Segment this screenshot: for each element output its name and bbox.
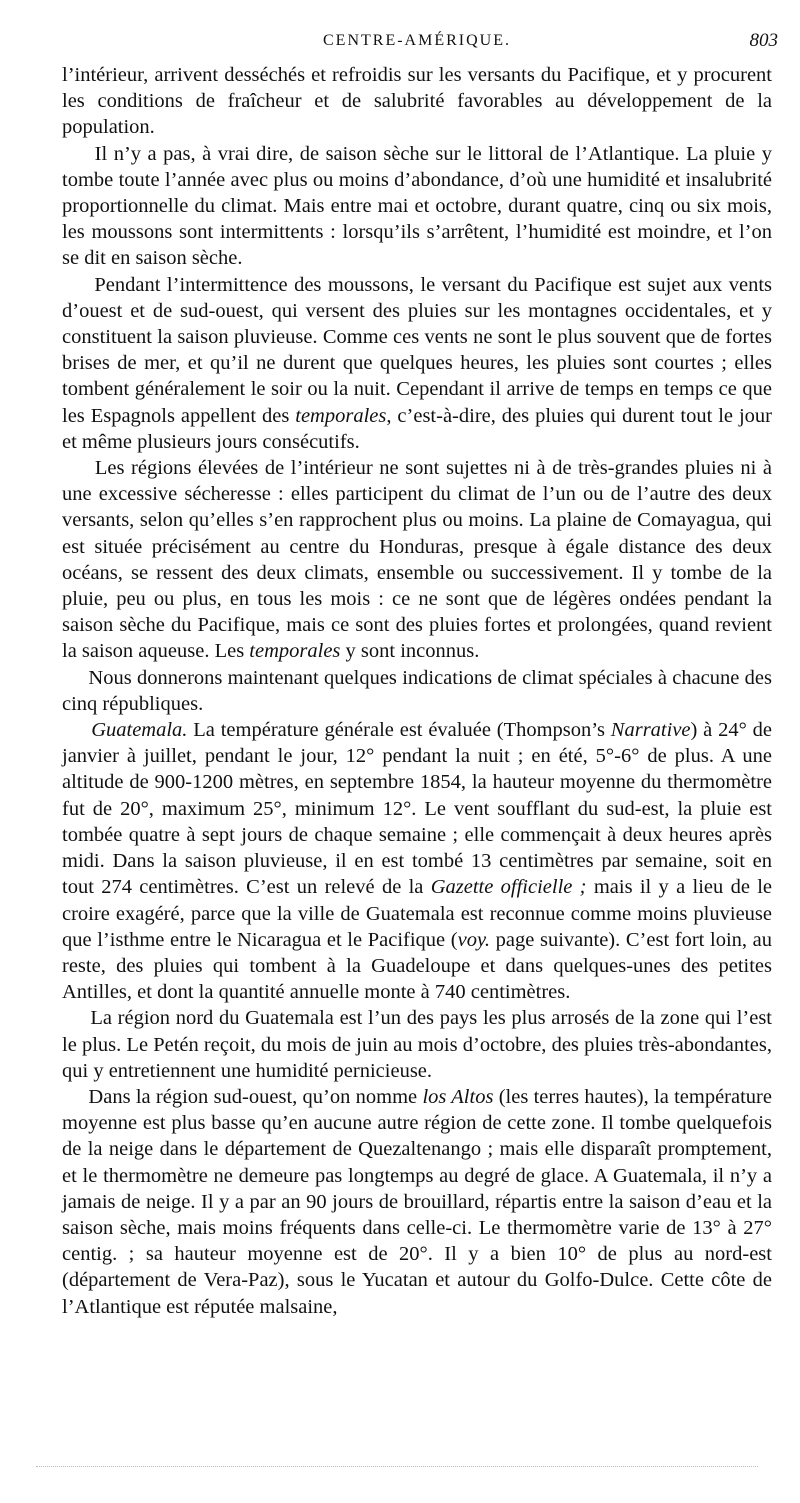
paragraph-6-text-d: page suivante). C’est fort loin, au reste, des pluies qui tombent à la Guadeloupe et dans quelques-unes des petites Antilles, et dont la quantité annuelle monte à 740 centimètres. (62, 928, 772, 1004)
paragraph-4-text-a: Les régions élevées de l’intérieur ne sont sujettes ni à de très-grandes pluies ni à une excessive sécheresse : elles participent du climat de l’un ou de l’autre des deux versants, selon qu’elles s’en rapprochent plus ou moins. La plaine de Comayagua, qui est située précisément au centre du Honduras, presque à égale distance des deux océans, se ressent des deux climats, ensemble ou successivement. Il y tombe de la pluie, peu ou plus, en tous les mois : ce ne sont que de légères ondées pendant la saison sèche du Pacifique, mais ce sont des pluies fortes et prolongées, quand revient la saison aqueuse. Les (62, 457, 773, 663)
bottom-margin-rule (36, 1466, 758, 1467)
paragraph-6 (62, 717, 772, 1005)
paragraph-5 (62, 665, 772, 717)
running-head (62, 28, 778, 62)
paragraph-3-italic: temporales (295, 404, 387, 427)
paragraph-4-italic: temporales (249, 640, 341, 663)
paragraph-7-text: La région nord du Guatemala est l’un des pays les plus arrosés de la zone qui l’est le plus. Le Petén reçoit, du mois de juin au mois d’octobre, des pluies très-abondantes, qui y entretiennent une humidité pernicieuse. (62, 1007, 772, 1082)
paragraph-1-text: l’intérieur, arrivent desséchés et refroidis sur les versants du Pacifique, et y procurent les conditions de fraîcheur et de salubrité favorables au développement de la population. (62, 64, 772, 139)
paragraph-2 (62, 141, 772, 272)
paragraph-6-italic-gazette: Gazette officielle ; (430, 876, 587, 899)
paragraph-2-text: Il n’y a pas, à vrai dire, de saison sèche sur le littoral de l’Atlantique. La pluie y tombe toute l’année avec plus ou moins d’abondance, d’où une humidité et insalubrité proportionnelle du climat. Mais entre mai et octobre, durant quatre, cinq ou six mois, les moussons sont intermittents : lorsqu’ils s’arrêtent, l’humidité est moindre, et l’on se dit en saison sèche. (62, 142, 772, 270)
running-title: CENTRE-AMÉRIQUE. (323, 32, 511, 49)
paragraph-6-text-c: mais il y a lieu de le croire exagéré, parce que la ville de Guatemala est reconnue comme moins pluvieuse que l’isthme entre le Nicaragua et le Pacifique ( (62, 876, 773, 951)
paragraph-5-text: Nous donnerons maintenant quelques indications de climat spéciales à chacune des cinq républiques. (62, 666, 772, 715)
paragraph-1 (62, 62, 772, 141)
paragraph-6-text-b: ) à 24° de janvier à juillet, pendant le jour, 12° pendant la nuit ; en été, 5°-6° de plus. A une altitude de 900-1200 mètres, en septembre 1854, la hauteur moyenne du thermomètre fut de 20°, maximum 25°, minimum 12°. Le vent soufflant du sud-est, la pluie est tombée quatre à sept jours de chaque semaine ; elle commençait à deux heures après midi. Dans la saison pluvieuse, il en est tombé 13 centimètres par semaine, soit en tout 274 centimètres. C’est un relevé de la (62, 719, 773, 899)
paragraph-4 (62, 455, 772, 665)
paragraph-7 (62, 1005, 772, 1084)
paragraph-8-text-b: (les terres hautes), la température moyenne est plus basse qu’en aucune autre région de cette zone. Il tombe quelquefois de la neige dans le département de Quezaltenango ; mais elle disparaît promptement, et le thermomètre ne demeure pas longtemps au degré de glace. A Guatemala, il n’y a jamais de neige. Il y a par an 90 jours de brouillard, répartis entre la saison d’eau et la saison sèche, mais moins fréquents dans celle-ci. Le thermomètre varie de 13° à 27° centig. ; sa hauteur moyenne est de 20°. Il y a bien 10° de plus au nord-est (département de Vera-Paz), sous le Yucatan et autour du Golfo-Dulce. Cette côte de l’Atlantique est réputée malsaine, (62, 1085, 772, 1318)
paragraph-8 (62, 1084, 772, 1320)
document-page (62, 28, 778, 1320)
page-number: 803 (749, 30, 778, 51)
paragraph-3 (62, 272, 772, 455)
paragraph-6-italic-voy: voy. (457, 928, 491, 951)
paragraph-6-italic-narrative: Narrative (610, 719, 691, 742)
paragraph-3-text-b: , c’est-à-dire, des pluies qui durent tout le jour et même plusieurs jours consécutifs. (62, 404, 772, 453)
paragraph-8-italic: los Altos (422, 1085, 494, 1108)
paragraph-8-text-a: Dans la région sud-ouest, qu’on nomme (88, 1085, 423, 1108)
paragraph-4-text-b: y sont inconnus. (340, 640, 480, 663)
paragraph-3-text-a: Pendant l’intermittence des moussons, le versant du Pacifique est sujet aux vents d’ouest et de sud-ouest, qui versent des pluies sur les montagnes occidentales, et y constituent la saison pluvieuse. Comme ces vents ne sont le plus souvent que de fortes brises de mer, et qu’il ne durent que quelques heures, les pluies sont courtes ; elles tombent généralement le soir ou la nuit. Cependant il arrive de temps en temps ce que les Espagnols appellent des (62, 273, 773, 427)
section-heading-guatemala: Guatemala. (91, 719, 188, 742)
paragraph-6-text-a: La température générale est évaluée (Thompson’s (187, 719, 611, 742)
